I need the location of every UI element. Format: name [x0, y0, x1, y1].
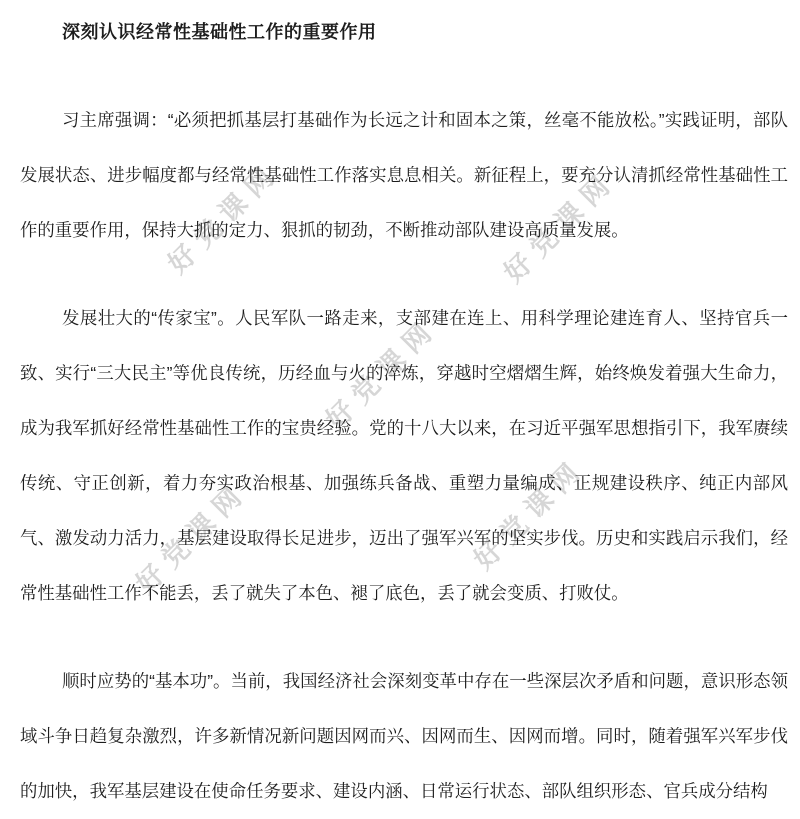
watermark-text: 好党课网 [162, 156, 286, 280]
paragraph-1: 习主席强调：“必须把抓基层打基础作为长远之计和固本之策，丝毫不能放松。”实践证明，部队发展状态、进步幅度都与经常性基础性工作落实息息相关。新征程上，要充分认清抓经常性基础性工作的重要作用，保持大抓的定力、狠抓的韧劲，不断推动部队建设高质量发展。 [20, 110, 788, 240]
watermark-text: 好党课网 [320, 312, 444, 436]
paragraph-2: 发展壮大的“传家宝”。人民军队一路走来，支部建在连上、用科学理论建连育人、坚持官兵一致、实行“三大民主”等优良传统，历经血与火的淬炼，穿越时空熠熠生辉，始终焕发着强大生命力，成为我军抓好经常性基础性工作的宝贵经验。党的十八大以来，在习近平强军思想指引下，我军赓续传统、守正创新，着力夯实政治根基、加强练兵备战、重塑力量编成、正规建设秩序、纯正内部风气、激发动力活力，基层建设取得长足进步，迈出了强军兴军的坚实步伐。历史和实践启示我们，经常性基础性工作不能丢，丢了就失了本色、褪了底色，丢了就会变质、打败仗。 [20, 308, 788, 603]
paragraph-3: 顺时应势的“基本功”。当前，我国经济社会深刻变革中存在一些深层次矛盾和问题，意识形态领域斗争日趋复杂激烈，许多新情况新问题因网而兴、因网而生、因网而增。同时，随着强军兴军步伐的加快，我军基层建设在使命任务要求、建设内涵、日常运行状态、部队组织形态、官兵成分结构 [20, 671, 788, 801]
watermark-text: 好党课网 [130, 476, 254, 600]
document-title: 深刻认识经常性基础性工作的重要作用 [62, 22, 377, 42]
watermark-text: 好党课网 [498, 165, 622, 289]
watermark-text: 好党课网 [468, 452, 592, 576]
